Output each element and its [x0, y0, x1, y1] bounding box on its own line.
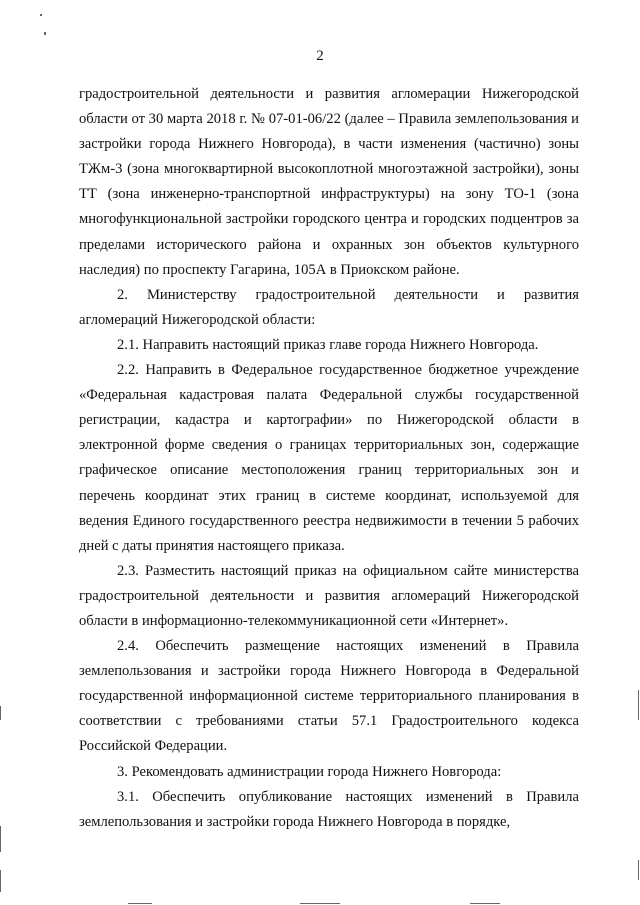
page-number: 2 — [316, 48, 324, 64]
scan-artifact-dot — [44, 32, 46, 35]
scan-artifact-dash — [300, 903, 340, 904]
paragraph-item-2-4: 2.4. Обеспечить размещение настоящих изменений в Правила землепользования и застройки города Нижнего Новгорода в Федеральной государственной информационной системе территориального планирования в соответствии с требованиями статьи 57.1 Градостроительного кодекса Российской Федерации. — [79, 638, 579, 755]
scan-artifact-line — [638, 690, 639, 720]
scan-artifact-line — [0, 706, 1, 720]
paragraph-item-2-2: 2.2. Направить в Федеральное государственное бюджетное учреждение «Федеральная кадастровая палата Федеральной службы государственной регистрации, кадастра и картографии» по Нижегородской области в электронной форме сведения о границах территориальных зон, содержащие графическое описание местоположения границ территориальных зон и перечень координат этих границ в системе координат, используемой для ведения Единого государственного реестра недвижимости в течении 5 рабочих дней с даты принятия настоящего приказа. — [79, 362, 579, 554]
scan-artifact-line — [0, 826, 1, 852]
scan-artifact-dash — [128, 903, 152, 904]
paragraph-item-2-1: 2.1. Направить настоящий приказ главе города Нижнего Новгорода. — [117, 336, 539, 353]
scan-artifact-line — [638, 860, 639, 880]
scan-artifact-dash — [470, 903, 500, 904]
paragraph-item-3: 3. Рекомендовать администрации города Нижнего Новгорода: — [117, 763, 502, 780]
scan-artifact-dot — [40, 14, 42, 16]
paragraph-item-2: 2. Министерству градостроительной деятельности и развития агломераций Нижегородской области: — [79, 286, 579, 328]
paragraph-item-3-1: 3.1. Обеспечить опубликование настоящих изменений в Правила землепользования и застройки города Нижнего Новгорода в порядке, — [79, 788, 579, 830]
paragraph-continuation: градостроительной деятельности и развития агломерации Нижегородской области от 30 марта 2018 г. № 07-01-06/22 (далее – Правила землепользования и застройки города Нижнего Новгорода), в части изменения (частично) зоны ТЖм-3 (зона многоквартирной высокоплотной многоэтажной застройки), зоны ТТ (зона инженерно-транспортной инфраструктуры) на зону ТО-1 (зона многофункциональной застройки городского центра и городских подцентров за пределами исторического района и охранных зон объектов культурного наследия) по проспекту Гагарина, 105А в Приокском районе. — [79, 86, 579, 278]
scan-artifact-line — [0, 870, 1, 892]
paragraph-item-2-3: 2.3. Разместить настоящий приказ на официальном сайте министерства градостроительной деятельности и развития агломераций Нижегородской области в информационно-телекоммуникационной сети «Интернет». — [79, 562, 579, 629]
document-body — [79, 82, 579, 835]
